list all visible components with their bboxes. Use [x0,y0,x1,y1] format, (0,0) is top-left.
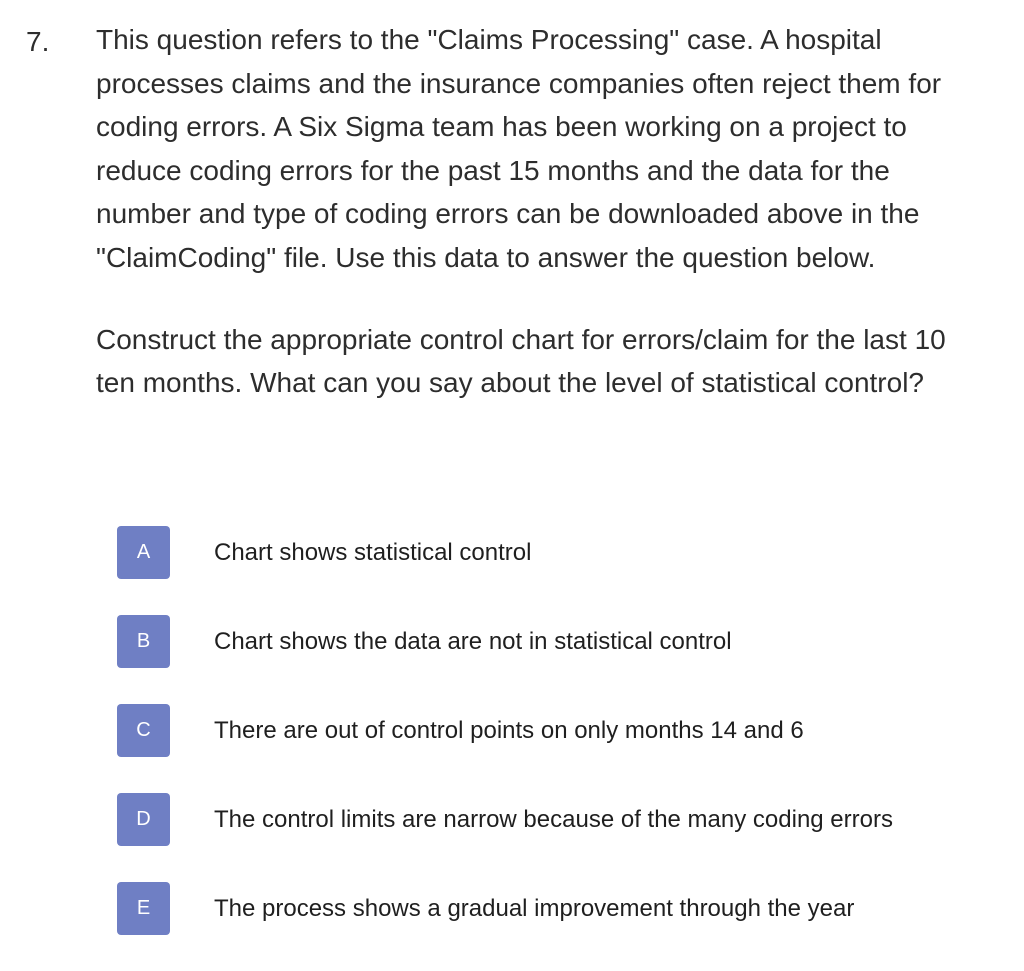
choice-b-badge[interactable]: B [117,615,170,668]
choice-d-badge[interactable]: D [117,793,170,846]
choice-e[interactable] [117,882,997,935]
choice-d-text: The control limits are narrow because of the many coding errors [214,805,893,833]
choice-b-text: Chart shows the data are not in statistical control [214,627,732,655]
choice-a-badge[interactable]: A [117,526,170,579]
choice-a-text: Chart shows statistical control [214,538,532,566]
question-context: This question refers to the "Claims Processing" case. A hospital processes claims and the insurance companies often reject them for coding errors. A Six Sigma team has been working on a project to reduce coding errors for the past 15 months and the data for the number and type of coding errors can be downloaded above in the "ClaimCoding" file. Use this data to answer the question below. [96,24,942,273]
choice-c[interactable] [117,704,997,757]
question-number: 7. [26,26,50,57]
choice-d[interactable] [117,793,997,846]
choice-e-text: The process shows a gradual improvement through the year [214,894,855,922]
question-prompt: Construct the appropriate control chart for errors/claim for the last 10 ten months. What can you say about the level of statistical control? [96,323,946,399]
choice-c-text: There are out of control points on only months 14 and 6 [214,716,804,744]
choice-c-badge[interactable]: C [117,704,170,757]
choice-a[interactable] [117,526,997,579]
choice-e-badge[interactable]: E [117,882,170,935]
question-body [96,18,976,405]
choice-b[interactable] [117,615,997,668]
answer-choices [117,526,997,971]
